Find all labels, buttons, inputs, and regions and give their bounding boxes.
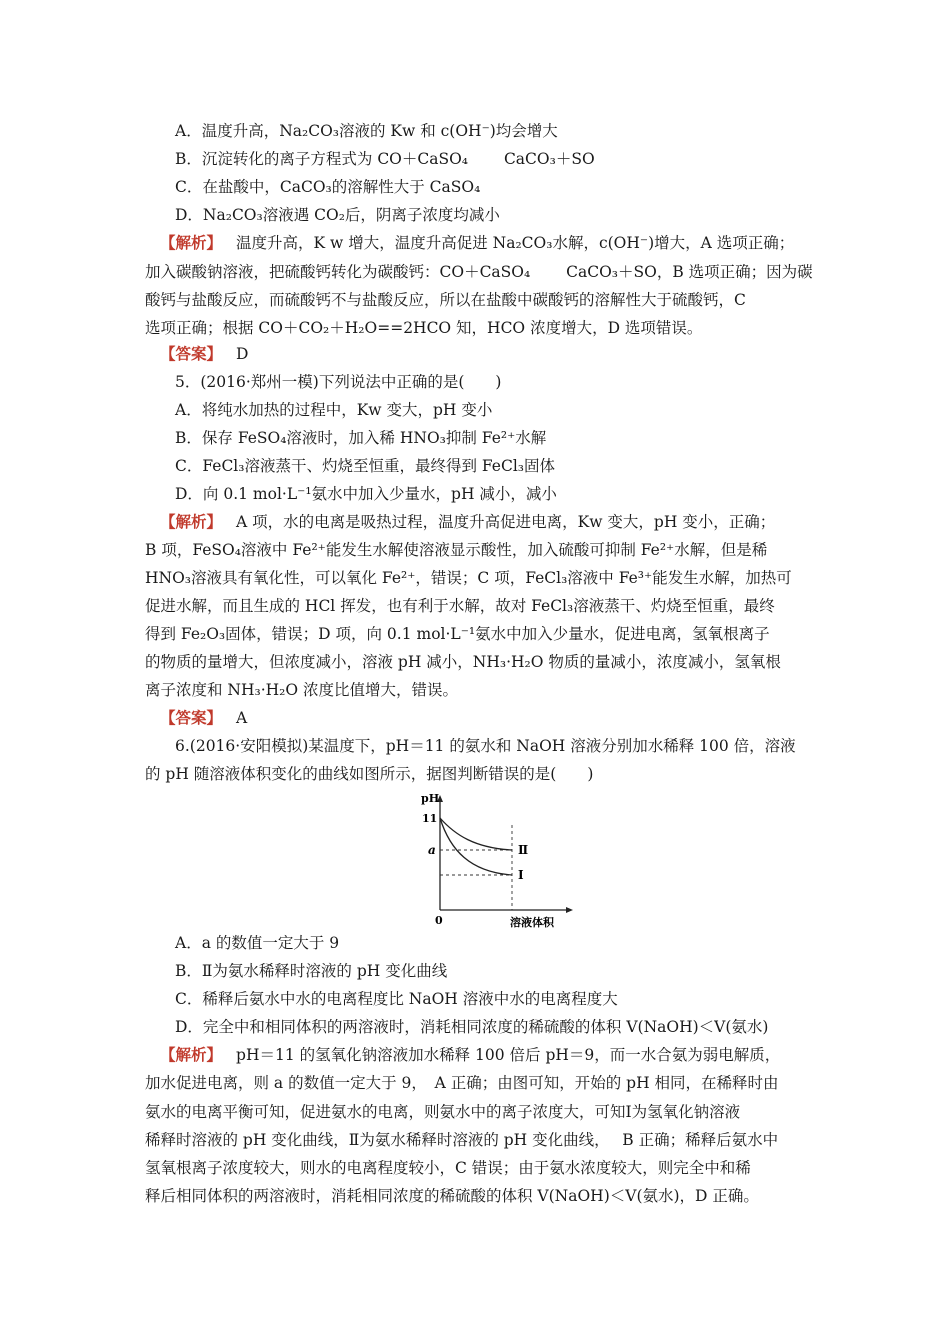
q6-stem-line-2: 的 pH 随溶液体积变化的曲线如图所示，据图判断错误的是( ) — [145, 765, 594, 783]
q4-answer-tag: 【答案】 — [160, 344, 223, 363]
q5-analysis-line-4: 促进水解，而且生成的 HCl 挥发，也有利于水解，故对 FeCl₃溶液蒸干、灼烧至恒重，最终 — [145, 597, 775, 615]
q6-analysis-line-2: 加水促进电离，则 a 的数值一定大于 9， A 正确；由图可知，开始的 pH 相同，在稀释时由 — [145, 1074, 779, 1092]
q6-analysis-line-6: 释后相同体积的两溶液时，消耗相同浓度的稀硫酸的体积 V(NaOH)＜V(氨水)，D 正确。 — [145, 1187, 759, 1205]
q6-option-c: C．稀释后氨水中水的电离程度比 NaOH 溶液中水的电离程度大 — [175, 990, 618, 1008]
q5-answer: 【答案】 A — [160, 708, 248, 727]
q5-option-c: C．FeCl₃溶液蒸干、灼烧至恒重，最终得到 FeCl₃固体 — [175, 457, 556, 475]
q6-option-b: B．Ⅱ为氨水稀释时溶液的 pH 变化曲线 — [175, 962, 448, 980]
q5-option-b: B．保存 FeSO₄溶液时，加入稀 HNO₃抑制 Fe²⁺水解 — [175, 429, 547, 447]
q5-option-a: A．将纯水加热的过程中，Kw 变大，pH 变小 — [175, 401, 493, 419]
q4-option-c: C．在盐酸中，CaCO₃的溶解性大于 CaSO₄ — [175, 178, 481, 196]
tick-a: a — [428, 843, 436, 857]
origin-label: 0 — [435, 914, 443, 927]
label-curve-ii: Ⅱ — [518, 843, 529, 857]
q4-analysis-line-4: 选项正确；根据 CO＋CO₂＋H₂O==2HCO 知，HCO 浓度增大，D 选项错误。 — [145, 319, 703, 337]
q6-option-d: D．完全中和相同体积的两溶液时，消耗相同浓度的稀硫酸的体积 V(NaOH)＜V(氨水) — [175, 1018, 769, 1036]
q4-option-a: A．温度升高，Na₂CO₃溶液的 Kw 和 c(OH⁻)均会增大 — [175, 122, 558, 140]
q4-analysis-tag: 【解析】 — [160, 233, 223, 252]
q6-analysis-tag: 【解析】 — [160, 1045, 223, 1064]
q6-option-a: A．a 的数值一定大于 9 — [175, 934, 340, 952]
q5-analysis-tag: 【解析】 — [160, 512, 223, 531]
q5-option-d: D．向 0.1 mol·L⁻¹氨水中加入少量水，pH 减小，减小 — [175, 485, 557, 503]
curve-ii — [440, 818, 512, 850]
q6-stem-line-1: 6.(2016·安阳模拟)某温度下，pH＝11 的氨水和 NaOH 溶液分别加水稀释 100 倍，溶液 — [175, 737, 796, 755]
q6-analysis-line-1: 【解析】 pH＝11 的氢氧化钠溶液加水稀释 100 倍后 pH＝9，而一水合氨为弱电解质， — [160, 1045, 781, 1064]
q4-analysis-line-1: 【解析】 温度升高，K w 增大，温度升高促进 Na₂CO₃水解，c(OH⁻)增大，A 选项正确； — [160, 233, 795, 252]
q4-answer: 【答案】 D — [160, 344, 249, 363]
x-axis-label: 溶液体积 — [510, 916, 554, 929]
q5-analysis-line-3: HNO₃溶液具有氧化性，可以氧化 Fe²⁺，错误；C 项，FeCl₃溶液中 Fe³⁺能发生水解，加热可 — [145, 569, 792, 587]
q5-analysis-line-6: 的物质的量增大，但浓度减小，溶液 pH 减小，NH₃·H₂O 物质的量减小，浓度减小，氢氧根 — [145, 653, 781, 671]
q5-analysis-line-5: 得到 Fe₂O₃固体，错误；D 项，向 0.1 mol·L⁻¹氨水中加入少量水，促进电离，氢氧根离子 — [145, 625, 770, 643]
q4-option-b: B．沉淀转化的离子方程式为 CO＋CaSO₄ CaCO₃＋SO — [175, 150, 595, 168]
q4-option-d: D．Na₂CO₃溶液遇 CO₂后，阴离子浓度均减小 — [175, 206, 500, 224]
q6-analysis-line-3: 氨水的电离平衡可知，促进氨水的电离，则氨水中的离子浓度大，可知Ⅰ为氢氧化钠溶液 — [145, 1103, 741, 1121]
q5-answer-tag: 【答案】 — [160, 708, 223, 727]
q5-stem: 5．(2016·郑州一模)下列说法中正确的是( ) — [175, 373, 502, 391]
q6-analysis-line-5: 氢氧根离子浓度较大，则水的电离程度较小，C 错误；由于氨水浓度较大，则完全中和稀 — [145, 1159, 751, 1177]
label-curve-i: Ⅰ — [518, 868, 524, 882]
q4-analysis-line-2: 加入碳酸钠溶液，把硫酸钙转化为碳酸钙：CO＋CaSO₄ CaCO₃＋SO，B 选项正确；因为碳 — [145, 263, 813, 281]
curve-i — [440, 818, 512, 875]
x-axis-arrow — [566, 907, 573, 913]
tick-11: 11 — [422, 812, 438, 825]
q5-analysis-line-7: 离子浓度和 NH₃·H₂O 浓度比值增大，错误。 — [145, 681, 459, 699]
q6-analysis-line-4: 稀释时溶液的 pH 变化曲线，Ⅱ为氨水稀释时溶液的 pH 变化曲线， B 正确；稀释后氨水中 — [145, 1131, 779, 1149]
q5-analysis-line-2: B 项，FeSO₄溶液中 Fe²⁺能发生水解使溶液显示酸性，加入硫酸可抑制 Fe²⁺水解，但是稀 — [145, 541, 768, 559]
y-axis-label: pH — [421, 792, 440, 805]
q4-analysis-line-3: 酸钙与盐酸反应，而硫酸钙不与盐酸反应，所以在盐酸中碳酸钙的溶解性大于硫酸钙，C — [145, 291, 746, 309]
q5-analysis-line-1: 【解析】 A 项，水的电离是吸热过程，温度升高促进电离，Kw 变大，pH 变小，正确； — [160, 512, 776, 531]
ph-dilution-figure — [415, 790, 575, 930]
